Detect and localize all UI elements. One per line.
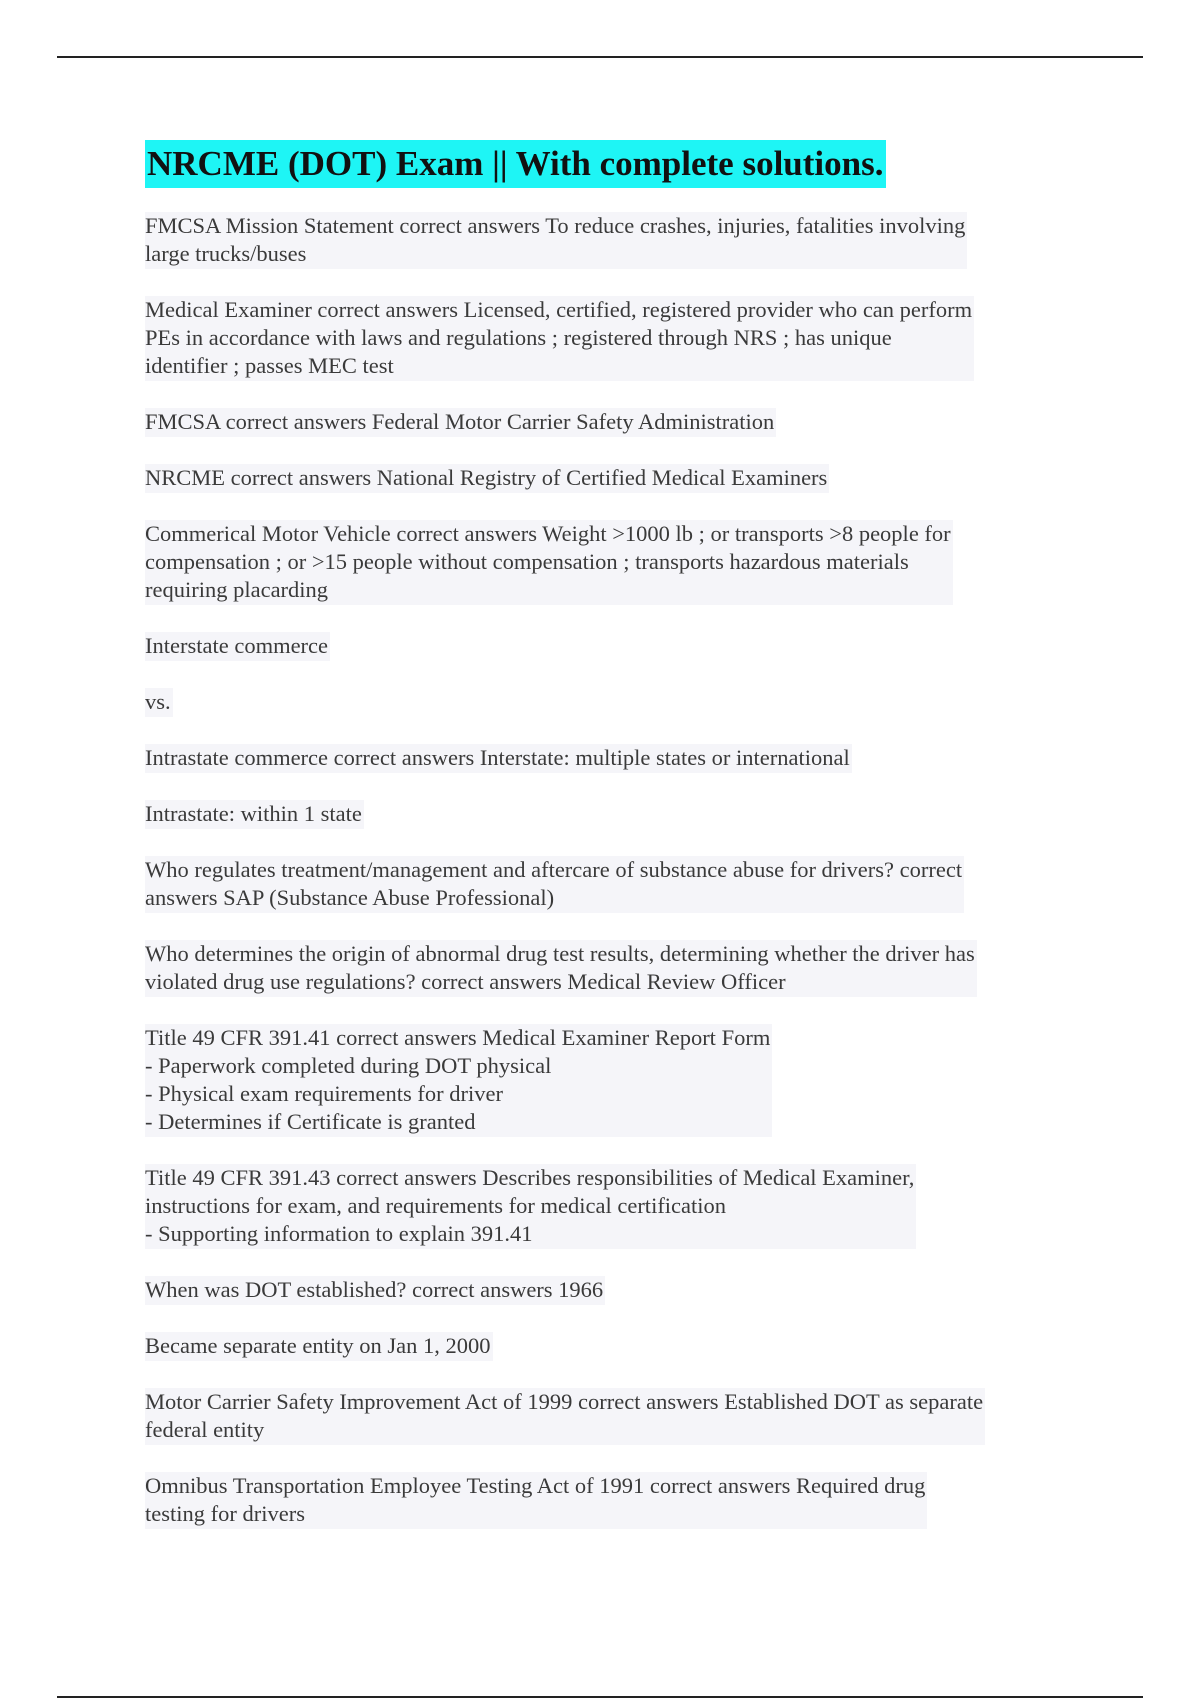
footer-rule — [57, 1696, 1143, 1698]
qa-item — [145, 744, 1065, 800]
qa-item — [145, 632, 1065, 688]
qa-text: Became separate entity on Jan 1, 2000 — [145, 1332, 493, 1361]
qa-text: FMCSA Mission Statement correct answers To reduce crashes, injuries, fatalities involving large trucks/buses — [145, 212, 967, 269]
qa-item — [145, 464, 1065, 520]
qa-text: vs. — [145, 688, 173, 717]
qa-item — [145, 1024, 1065, 1164]
header-rule — [57, 56, 1143, 58]
qa-item — [145, 1276, 1065, 1332]
qa-text: When was DOT established? correct answers 1966 — [145, 1276, 605, 1305]
qa-item — [145, 520, 1065, 632]
qa-text: Interstate commerce — [145, 632, 330, 661]
qa-text: Omnibus Transportation Employee Testing Act of 1991 correct answers Required drug testing for drivers — [145, 1472, 927, 1529]
qa-text: Intrastate commerce correct answers Interstate: multiple states or international — [145, 744, 852, 773]
qa-item — [145, 1388, 1065, 1472]
qa-item — [145, 800, 1065, 856]
qa-item — [145, 856, 1065, 940]
qa-text: Medical Examiner correct answers Licensed, certified, registered provider who can perform PEs in accordance with laws and regulations ; registered through NRS ; has unique identifier ; passes MEC test — [145, 296, 974, 381]
qa-text: NRCME correct answers National Registry of Certified Medical Examiners — [145, 464, 829, 493]
qa-item — [145, 688, 1065, 744]
qa-text: Who regulates treatment/management and aftercare of substance abuse for drivers? correct answers SAP (Substance Abuse Professional) — [145, 856, 964, 913]
qa-item — [145, 940, 1065, 1024]
qa-item — [145, 296, 1065, 408]
qa-text: Intrastate: within 1 state — [145, 800, 364, 829]
qa-item — [145, 212, 1065, 296]
qa-text: FMCSA correct answers Federal Motor Carrier Safety Administration — [145, 408, 776, 437]
qa-text: Title 49 CFR 391.41 correct answers Medical Examiner Report Form - Paperwork completed during DOT physical - Physical exam requirements for driver - Determines if Certificate is granted — [145, 1024, 772, 1137]
title-wrapper — [145, 140, 1065, 212]
qa-item — [145, 1164, 1065, 1276]
qa-item — [145, 1332, 1065, 1388]
qa-item — [145, 1472, 1065, 1556]
document-title: NRCME (DOT) Exam || With complete solutions. — [145, 140, 886, 188]
qa-text: Title 49 CFR 391.43 correct answers Describes responsibilities of Medical Examiner, instructions for exam, and requirements for medical certification - Supporting information to explain 391.41 — [145, 1164, 916, 1249]
qa-text: Motor Carrier Safety Improvement Act of 1999 correct answers Established DOT as separate federal entity — [145, 1388, 985, 1445]
qa-item — [145, 408, 1065, 464]
qa-text: Commerical Motor Vehicle correct answers Weight >1000 lb ; or transports >8 people for compensation ; or >15 people without compensation ; transports hazardous materials requiring placarding — [145, 520, 953, 605]
qa-text: Who determines the origin of abnormal drug test results, determining whether the driver has violated drug use regulations? correct answers Medical Review Officer — [145, 940, 977, 997]
document-body — [145, 140, 1065, 1556]
